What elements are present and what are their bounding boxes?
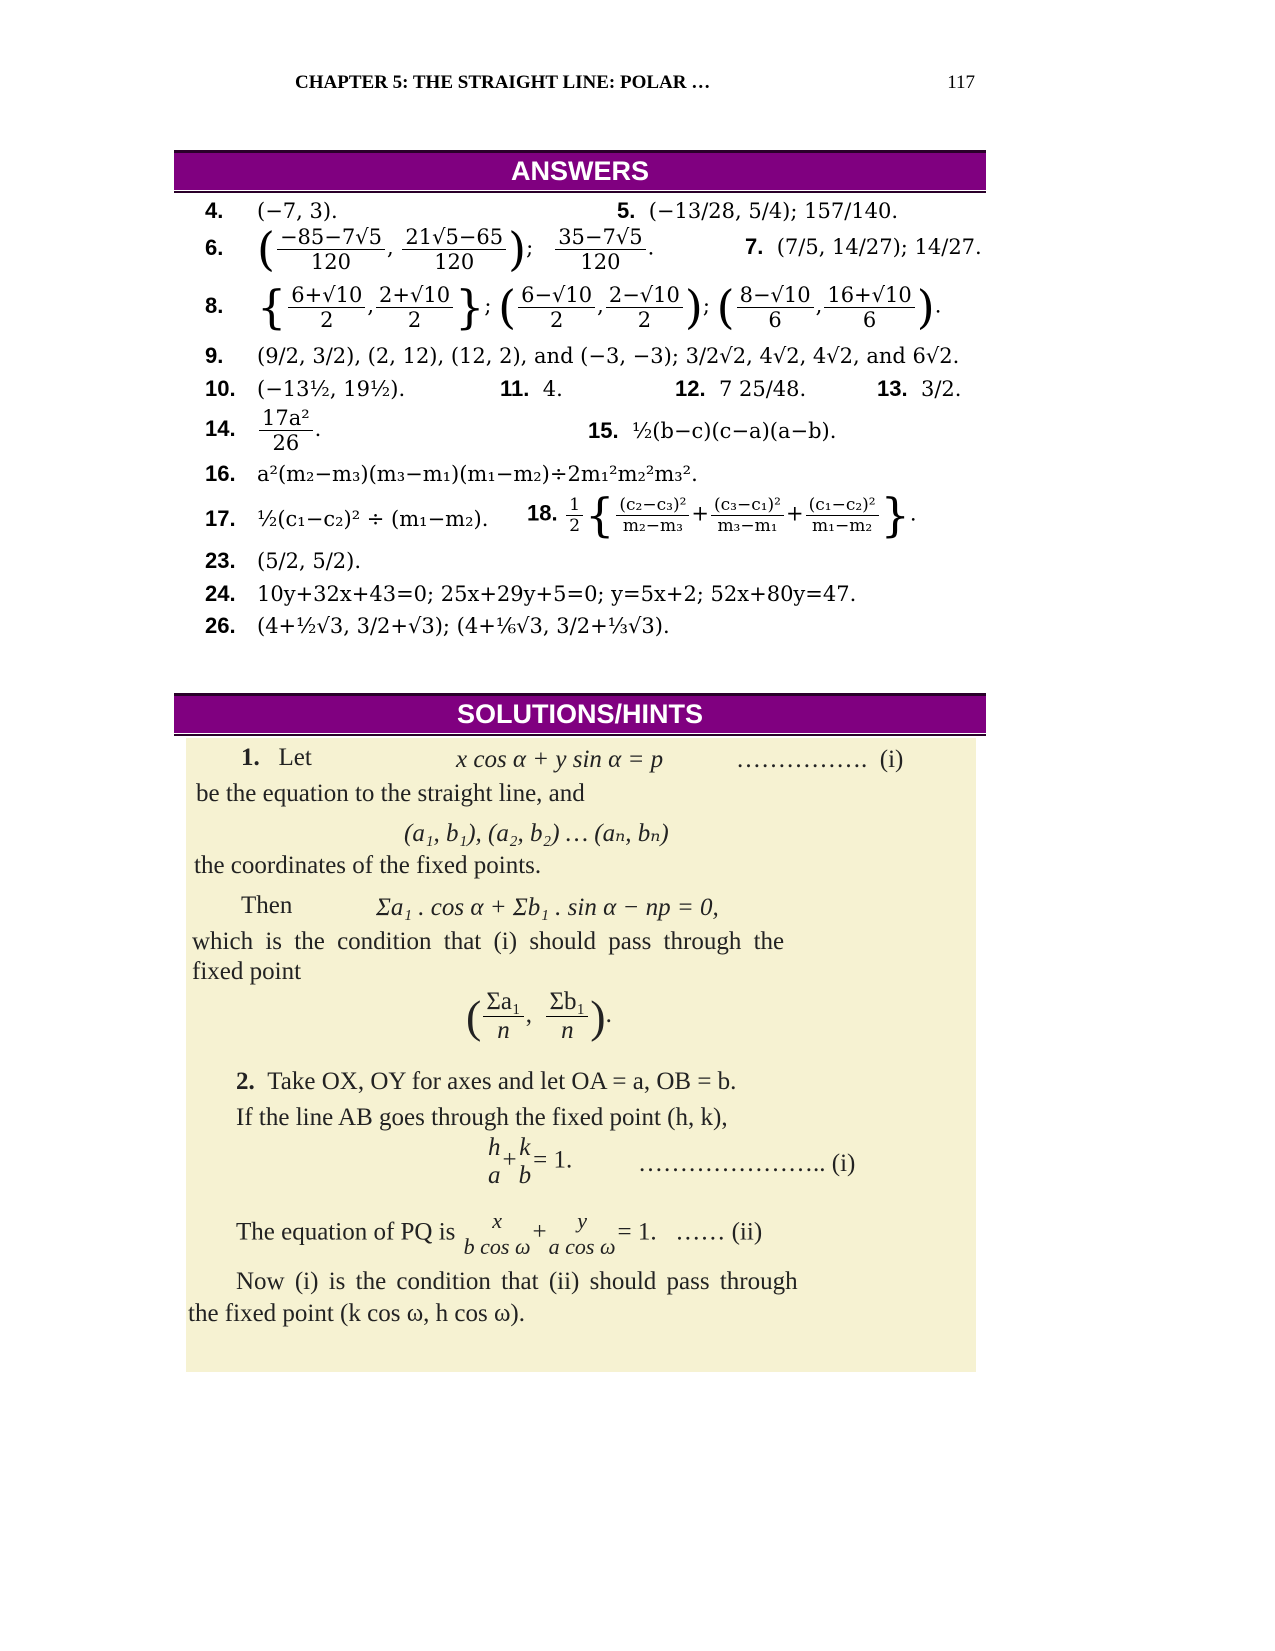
solution-2-line1: 2. Take OX, OY for axes and let OA = a, OB = b. xyxy=(236,1068,737,1095)
page-number: 117 xyxy=(947,72,975,93)
answer-14: 14. $\frac{\text{17a²}}{26}$ . xyxy=(205,406,322,455)
solution-1-then: Then xyxy=(241,892,293,919)
solution-2-equation1: h a + k b = 1. xyxy=(488,1134,573,1189)
answers-heading: ANSWERS xyxy=(174,150,986,190)
solution-1-line6: which is the condition that (i) should pass through the xyxy=(192,928,785,955)
solution-1-line2: be the equation to the straight line, and xyxy=(196,780,585,807)
solution-1-line4: the coordinates of the fixed points. xyxy=(194,852,542,879)
solution-1-line7: fixed point xyxy=(192,958,302,985)
answer-4: 4. (−7, 3). xyxy=(205,198,338,223)
answer-16: 16. a²(m₂−m₃)(m₃−m₁)(m₁−m₂)÷2m₁²m₂²m₃². xyxy=(205,461,698,486)
answer-7: 7. (7/5, 14/27); 14/27. xyxy=(745,234,982,259)
solution-1-points: (a₁, b₁), (a₂, b₂) … (aₙ, bₙ) xyxy=(404,820,669,847)
answer-23: 23. (5/2, 5/2). xyxy=(205,548,362,573)
solutions-scan xyxy=(186,738,976,1372)
fraction: $\frac{-85-7√5}{120}$ xyxy=(277,225,385,274)
chapter-title: CHAPTER 5: THE STRAIGHT LINE: POLAR … xyxy=(295,72,711,93)
answer-11: 11. 4. xyxy=(500,376,563,401)
answer-17: 17. ½(c₁−c₂)² ÷ (m₁−m₂). xyxy=(205,506,489,531)
fraction: $\frac{35-7√5}{120}$ xyxy=(555,225,645,274)
answer-18: 18. $\frac{1}{2}$ { $\frac{\text{(c₂−c₃)²}}{\text{m₂−m₃}}$ + $\frac{\text{(c₃−c₁)²}}{\text{m₃−m₁}}$ + $\frac{\text{(c₁−c₂)²}}{\text{m₁−m₂}}$ }. xyxy=(527,488,917,542)
answer-15: 15. ½(b−c)(c−a)(a−b). xyxy=(588,418,837,443)
solution-2-dots1: ………………….. (i) xyxy=(638,1150,856,1177)
solutions-heading: SOLUTIONS/HINTS xyxy=(174,693,986,733)
fraction: $\frac{\text{17a²}}{26}$ xyxy=(259,406,313,455)
solution-2-line5: Now (i) is the condition that (ii) should pass through xyxy=(236,1268,798,1295)
answer-26: 26. (4+½√3, 3/2+√3); (4+⅙√3, 3/2+⅓√3). xyxy=(205,613,670,638)
page-header xyxy=(295,72,975,94)
solution-1-equation: x cos α + y sin α = p xyxy=(456,746,664,773)
fraction: $\frac{21√5-65}{120}$ xyxy=(402,225,506,274)
solution-1-equation2: Σa₁ . cos α + Σb₁ . sin α − np = 0, xyxy=(376,894,719,921)
answer-24: 24. 10y+32x+43=0; 25x+29y+5=0; y=5x+2; 52x+80y=47. xyxy=(205,581,857,606)
answer-6: 6. ( $\frac{-85-7√5}{120}$ , $\frac{21√5-65}{120}$ ); $\frac{35-7√5}{120}$ . xyxy=(205,222,655,276)
answer-13: 13. 3/2. xyxy=(877,376,962,401)
solution-2-line2: If the line AB goes through the fixed point (h, k), xyxy=(236,1104,728,1131)
solution-1-dots: ……………. (i) xyxy=(736,746,904,773)
answer-8: 8. { $\frac{6+√10}{2}$ , $\frac{2+√10}{2}$ }; ( $\frac{6-√10}{2}$ , $\frac{2-√10}{2}$ ); ( $\frac{8-√10}{6}$ , $\frac{16+√10}{6}$ ). xyxy=(205,280,942,334)
solution-2-line4: The equation of PQ is x b cos ω + y a cos ω = 1. …… (ii) xyxy=(236,1208,763,1259)
answer-9: 9. (9/2, 3/2), (2, 12), (12, 2), and (−3, −3); 3/2√2, 4√2, 4√2, and 6√2. xyxy=(205,343,960,368)
solution-2-line6: the fixed point (k cos ω, h cos ω). xyxy=(188,1300,526,1327)
answer-12: 12. 7 25/48. xyxy=(675,376,807,401)
answer-5: 5. (−13/28, 5/4); 157/140. xyxy=(617,198,899,223)
solution-1-label: 1. Let xyxy=(241,744,312,771)
answer-10: 10. (−13½, 19½). xyxy=(205,376,406,401)
solution-1-fixed-point: ( $\frac{\text{Σa₁}}{n}$ , $\frac{\text{Σb₁}}{n}$ ). xyxy=(466,988,612,1044)
